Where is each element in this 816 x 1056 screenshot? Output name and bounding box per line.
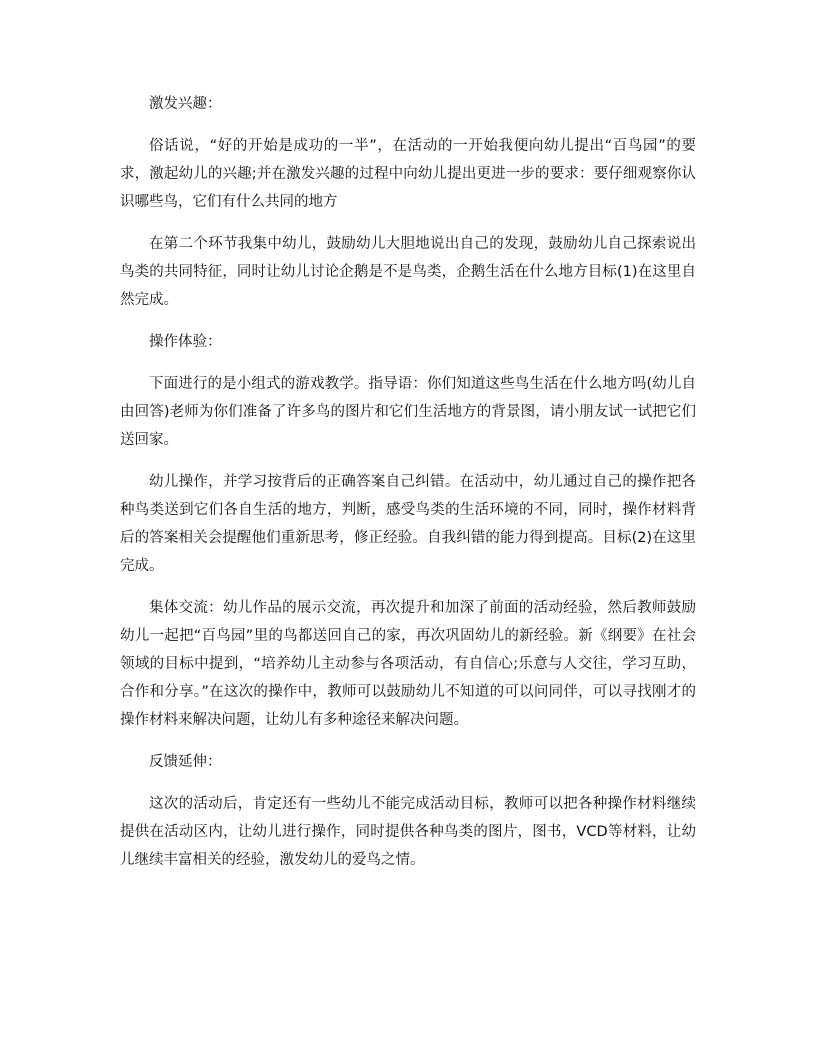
paragraph: 集体交流：幼儿作品的展示交流，再次提升和加深了前面的活动经验，然后教师鼓励幼儿一起把“百鸟园”里的鸟都送回自己的家，再次巩固幼儿的新经验。新《纲要》在社会领域的目标中提到，“培养幼儿主动参与各项活动，有自信心;乐意与人交往，学习互助，合作和分享。”在这次的操作中，教师可以鼓励幼儿不知道的可以问同伴，可以寻找刚才的操作材料来解决问题，让幼儿有多种途径来解决问题。: [120, 600, 696, 728]
paragraph: 幼儿操作，并学习按背后的正确答案自己纠错。在活动中，幼儿通过自己的操作把各种鸟类送到它们各自生活的地方，判断，感受鸟类的生活环境的不同，同时，操作材料背后的答案相关会提醒他们重新思考，修正经验。自我纠错的能力得到提高。目标(2)在这里完成。: [120, 474, 696, 574]
paragraph: 在第二个环节我集中幼儿，鼓励幼儿大胆地说出自己的发现，鼓励幼儿自己探索说出鸟类的共同特征，同时让幼儿讨论企鹅是不是鸟类，企鹅生活在什么地方目标(1)在这里自然完成。: [120, 236, 696, 308]
section-heading-operation: 操作体验：: [149, 334, 222, 350]
paragraph: 这次的活动后，肯定还有一些幼儿不能完成活动目标，教师可以把各种操作材料继续提供在活动区内，让幼儿进行操作，同时提供各种鸟类的图片，图书，VCD等材料，让幼儿继续丰富相关的经验，激发幼儿的爱鸟之情。: [120, 796, 696, 868]
section-heading-feedback: 反馈延伸：: [149, 754, 222, 770]
section-heading-interest: 激发兴趣：: [149, 96, 222, 112]
paragraph: 下面进行的是小组式的游戏教学。指导语：你们知道这些鸟生活在什么地方吗(幼儿自由回答)老师为你们准备了许多鸟的图片和它们生活地方的背景图，请小朋友试一试把它们送回家。: [120, 376, 696, 448]
document-body: [120, 90, 696, 888]
paragraph: 俗话说，“好的开始是成功的一半”，在活动的一开始我便向幼儿提出“百鸟园”的要求，激起幼儿的兴趣;并在激发兴趣的过程中向幼儿提出更进一步的要求：要仔细观察你认识哪些鸟，它们有什么共同的地方: [120, 138, 696, 210]
